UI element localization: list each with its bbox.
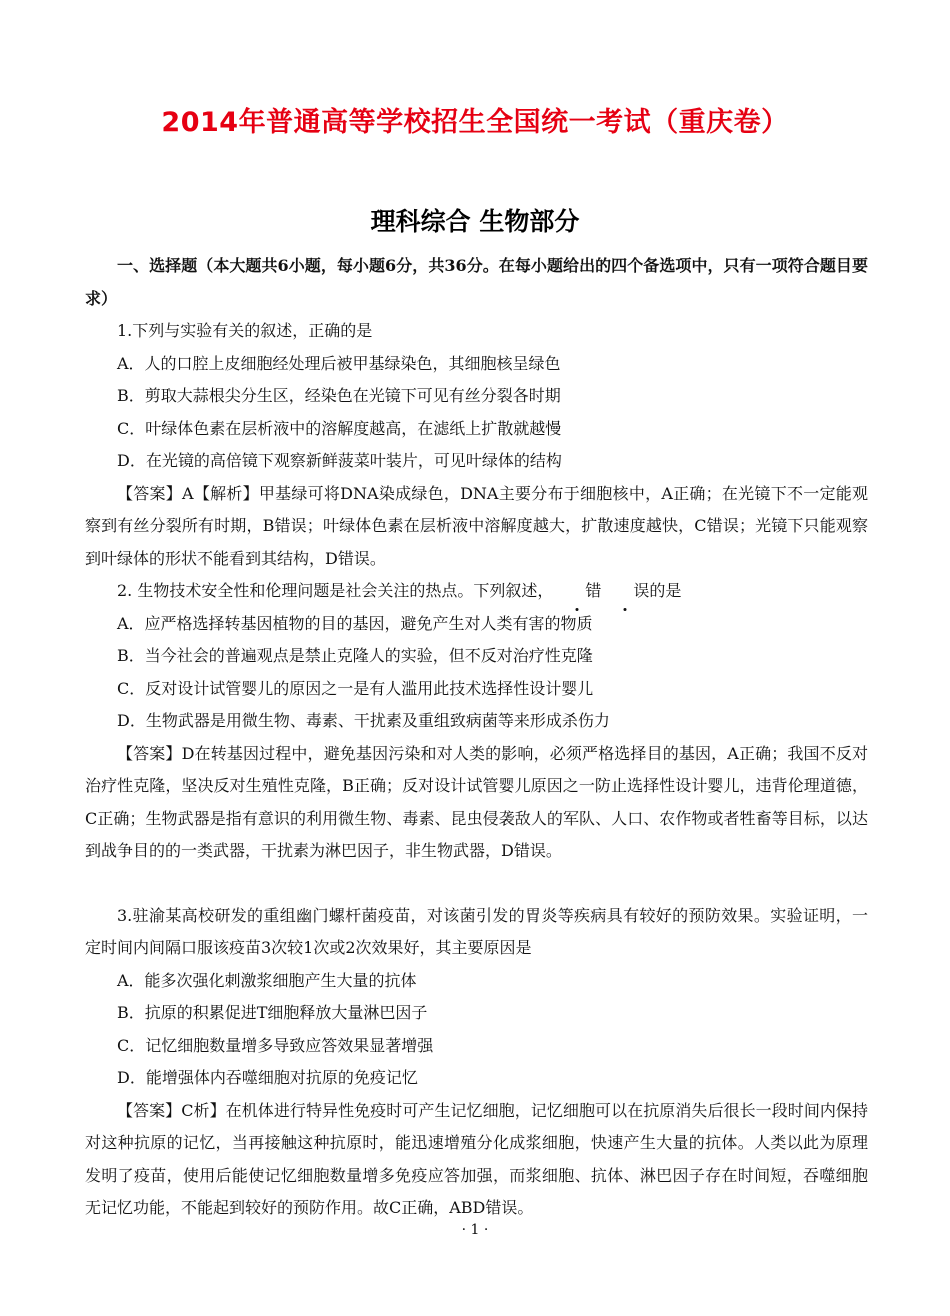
question-2-option-d: D．生物武器是用微生物、毒素、干扰素及重组致病菌等来形成杀伤力 bbox=[117, 711, 610, 730]
question-3-answer: 【答案】C析】在机体进行特异性免疫时可产生记忆细胞，记忆细胞可以在抗原消失后很长一段时间内保持对这种抗原的记忆，当再接触这种抗原时，能迅速增殖分化成浆细胞，快速产生大量的抗体。人类以此为原理发明了疫苗，使用后能使记忆细胞数量增多免疫应答加强，而浆细胞、抗体、淋巴因子存在时间短，吞噬细胞无记忆功能，不能起到较好的预防作用。故C正确，ABD错误。 bbox=[85, 1100, 868, 1217]
question-2-stem-prefix: 2. 生物技术安全性和伦理问题是社会关注的热点。下列叙述， bbox=[117, 581, 554, 600]
page-number: · 1 · bbox=[461, 1222, 489, 1238]
question-2-stem bbox=[85, 575, 868, 608]
question-2-option-b: B．当今社会的普遍观点是禁止克隆人的实验，但不反对治疗性克隆 bbox=[117, 646, 593, 665]
question-3-option-c: C．记忆细胞数量增多导致应答效果显著增强 bbox=[117, 1035, 434, 1055]
section-header: 一、选择题（本大题共6小题，每小题6分，共36分。在每小题给出的四个备选项中，只有一项符合题目要求） bbox=[85, 256, 868, 308]
exam-subtitle: 理科综合 生物部分 bbox=[370, 207, 580, 236]
question-2-option-a: A．应严格选择转基因植物的目的基因，避免产生对人类有害的物质 bbox=[117, 613, 593, 633]
question-3-option-b: B．抗原的积累促进T细胞释放大量淋巴因子 bbox=[117, 1003, 428, 1022]
question-2-answer: 【答案】D在转基因过程中，避免基因污染和对人类的影响，必须严格选择目的基因，A正确；我国不反对治疗性克隆，坚决反对生殖性克隆，B正确；反对设计试管婴儿原因之一防止选择性设计婴儿，违背伦理道德，C正确；生物武器是指有意识的利用微生物、毒素、昆虫侵袭敌人的军队、人口、农作物或者牲畜等目标，以达到战争目的的一类武器，干扰素为淋巴因子，非生物武器，D错误。 bbox=[85, 743, 868, 860]
question-1-option-c: C．叶绿体色素在层析液中的溶解度越高，在滤纸上扩散就越慢 bbox=[117, 418, 562, 438]
question-1-option-b: B．剪取大蒜根尖分生区，经染色在光镜下可见有丝分裂各时期 bbox=[117, 386, 561, 405]
question-1-option-a: A．人的口腔上皮细胞经处理后被甲基绿染色，其细胞核呈绿色 bbox=[117, 353, 561, 373]
exam-body bbox=[85, 250, 868, 1225]
emphasis-mark-1: 错 bbox=[553, 575, 601, 608]
question-3-option-a: A．能多次强化刺激浆细胞产生大量的抗体 bbox=[117, 970, 417, 990]
question-2-stem-suffix: 的是 bbox=[649, 581, 682, 600]
question-3-stem: 3.驻渝某高校研发的重组幽门螺杆菌疫苗，对该菌引发的胃炎等疾病具有较好的预防效果。实验证明，一定时间内间隔口服该疫苗3次较1次或2次效果好，其主要原因是 bbox=[85, 905, 868, 957]
question-2-option-c: C．反对设计试管婴儿的原因之一是有人滥用此技术选择性设计婴儿 bbox=[117, 678, 594, 698]
exam-title: 2014年普通高等学校招生全国统一考试（重庆卷） bbox=[161, 107, 789, 138]
question-1-option-d: D．在光镜的高倍镜下观察新鲜菠菜叶装片，可见叶绿体的结构 bbox=[117, 451, 562, 470]
blank-line bbox=[85, 868, 868, 900]
question-3-option-d: D．能增强体内吞噬细胞对抗原的免疫记忆 bbox=[117, 1068, 418, 1087]
question-1-answer: 【答案】A【解析】甲基绿可将DNA染成绿色，DNA主要分布于细胞核中，A正确；在光镜下不一定能观察到有丝分裂所有时期，B错误；叶绿体色素在层析液中溶解度越大，扩散速度越快，C错误；光镜下只能观察到叶绿体的形状不能看到其结构，D错误。 bbox=[85, 483, 868, 568]
question-1-stem: 1.下列与实验有关的叙述，正确的是 bbox=[117, 321, 373, 340]
emphasis-mark-2: 误 bbox=[601, 575, 649, 608]
